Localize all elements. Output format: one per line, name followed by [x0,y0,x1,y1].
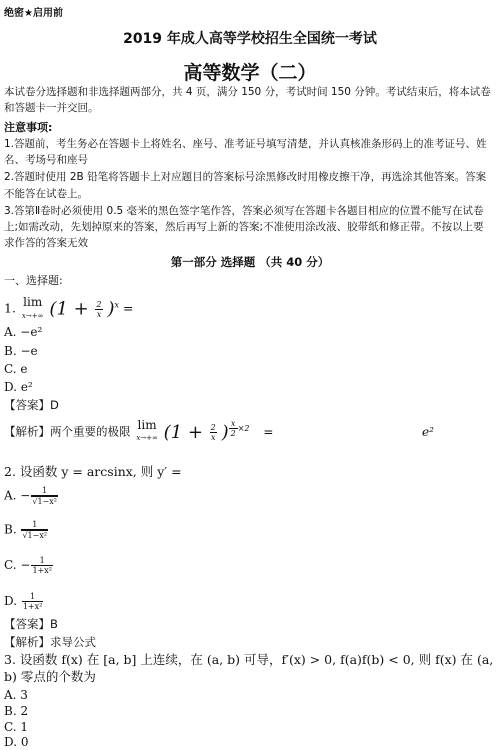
option-d: D. e² [4,380,33,394]
analysis-1: 【解析】两个重要的极限 lim x→+∞ (1 + $\frac{2}{x}$ ) $^{\frac{x}{2} \times 2}$ = e² [4,418,434,443]
intro-text: 本试卷分选择题和非选择题两部分，共 4 页，满分 150 分，考试时间 150 分钟。考试结束后，将本试卷和答题卡一并交回。 [4,86,491,114]
answer: 【答案】D [4,398,59,412]
question-1 [4,296,134,322]
analysis-2: 【解析】求导公式 [4,635,96,649]
option-a: A. −e² [4,325,43,339]
option-d: D. 0 [4,735,29,749]
part-heading: 第一部分 选择题 （共 40 分） [170,255,330,269]
equals: = [123,300,134,316]
expr-open: (1 + [49,298,95,320]
question-2: 2. 设函数 y = arcsinx, 则 y′ = [4,464,182,479]
question-number: 1. [4,300,16,316]
option-a: A. − $\frac{1}{\text{√1−x²}}$ [4,486,57,506]
option-d: D. $\frac{1}{\text{1+x²}}$ [4,592,43,611]
question-3: 3. 设函数 f(x) 在 [a, b] 上连续，在 (a, b) 可导，f′(x) > 0, f(a)f(b) < 0, 则 f(x) 在 (a, b) 零点的个数为 [4,652,494,684]
notice-item: 1.答题前，考生务必在答题卡上将姓名、座号、准考证号填写清楚，并认真核准条形码上的准考证号、姓名、考场号和座号 [4,138,487,167]
option-c: C. e [4,362,28,376]
limit-symbol: lim x→+∞ [136,418,158,442]
notice-item: 2.答题时使用 2B 铅笔将答题卡上对应题目的答案标号涂黑修改时用橡皮擦干净，再选涂其他答案。答案不能答在试卷上。 [4,171,487,200]
section-heading: 一、选择题: [4,274,63,287]
notice-list [4,136,494,252]
fraction: $\frac{2}{x}$ [96,299,102,319]
notice-item: 3.答第Ⅱ卷时必须使用 0.5 毫米的黑色签字笔作答，答案必须写在答题卡各题目相应的位置不能写在试卷上;如需改动，先划掉原来的答案，然后再写上新的答案;不准使用涂改液、胶带纸和修正带。不按以上要求作答的答案无效 [4,204,484,250]
analysis-label: 【解析】两个重要的极限 [4,424,131,439]
option-a: A. 3 [4,688,28,702]
limit-symbol: lim x→+∞ [21,295,44,320]
expr-close: ) [107,298,115,320]
notice-heading: 注意事项: [4,121,53,134]
exam-title: 2019 年成人高等学校招生全国统一考试 [123,31,377,47]
answer: 【答案】B [4,617,58,631]
secret-mark: 绝密★启用前 [4,8,63,19]
option-b: B. 2 [4,704,29,718]
subject-title: 高等数学（二） [183,62,317,84]
option-c: C. 1 [4,720,29,734]
option-b: B. $\frac{1}{\text{√1−x²}}$ [4,520,48,540]
analysis-result: e² [422,425,434,439]
option-c: C. − $\frac{1}{\text{1+x²}}$ [4,556,52,575]
exponent: x [114,300,120,310]
option-b: B. −e [4,344,38,358]
equals: = [263,424,274,439]
